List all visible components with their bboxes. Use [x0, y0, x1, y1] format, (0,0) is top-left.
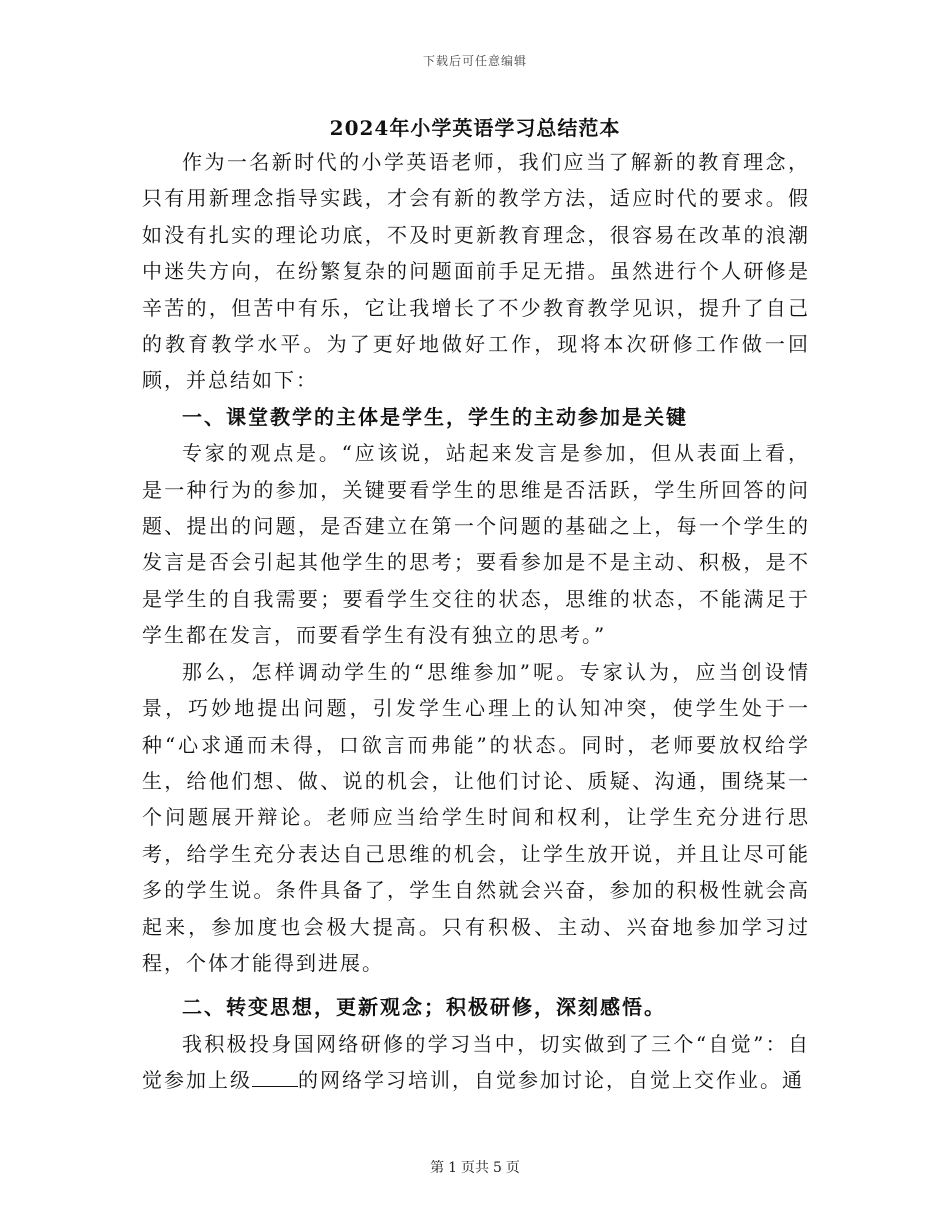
page-suffix: 页	[505, 1160, 520, 1176]
paragraph-3-part-1: 我积极投身国网络研修的学习当中，切实做到了三个“自觉”：自觉参加上级	[142, 1031, 810, 1093]
page-prefix: 第	[430, 1160, 445, 1176]
fill-in-blank	[252, 1068, 298, 1087]
intro-paragraph: 作为一名新时代的小学英语老师，我们应当了解新的教育理念，只有用新理念指导实践，才会有新的教学方法，适应时代的要求。假如没有扎实的理论功底，不及时更新教育理念，很容易在改革的浪潮中迷失方向，在纷繁复杂的问题面前手足无措。虽然进行个人研修是辛苦的，但苦中有乐，它让我增长了不少教育教学见识，提升了自己的教育教学水平。为了更好地做好工作，现将本次研修工作做一回顾，并总结如下：	[142, 150, 810, 393]
paragraph-3-part-2: 的网络学习培训，自觉参加讨论，自觉上交作业。通	[298, 1068, 804, 1093]
document-title: 2024年小学英语学习总结范本	[329, 116, 621, 140]
page-footer	[0, 1157, 950, 1177]
section-heading-2: 二、转变思想，更新观念；积极研修，深刻感悟。	[182, 995, 666, 1020]
header-note: 下载后可任意编辑	[422, 54, 527, 68]
paragraph-3	[142, 1026, 810, 1099]
page-middle: 页共	[461, 1160, 489, 1176]
page-total: 5	[493, 1160, 502, 1176]
paragraph-1: 专家的观点是。“应该说，站起来发言是参加，但从表面上看，是一种行为的参加，关键要看学生的思维是否活跃，学生所回答的问题、提出的问题，是否建立在第一个问题的基础之上，每一个学生的发言是否会引起其他学生的思考；要看参加是不是主动、积极，是不是学生的自我需要；要看学生交往的状态，思维的状态，不能满足于学生都在发言，而要看学生有没有独立的思考。”	[142, 441, 810, 648]
paragraph-2: 那么，怎样调动学生的“思维参加”呢。专家认为，应当创设情景，巧妙地提出问题，引发学生心理上的认知冲突，使学生处于一种“心求通而未得，口欲言而弗能”的状态。同时，老师要放权给学生，给他们想、做、说的机会，让他们讨论、质疑、沟通，围绕某一个问题展开辩论。老师应当给学生时间和权利，让学生充分进行思考，给学生充分表达自己思维的机会，让学生放开说，并且让尽可能多的学生说。条件具备了，学生自然就会兴奋，参加的积极性就会高起来，参加度也会极大提高。只有积极、主动、兴奋地参加学习过程，个体才能得到进展。	[142, 659, 810, 975]
page-current: 1	[448, 1160, 457, 1176]
section-heading-1: 一、课堂教学的主体是学生，学生的主动参加是关键	[182, 404, 688, 429]
document-body	[142, 144, 810, 1099]
